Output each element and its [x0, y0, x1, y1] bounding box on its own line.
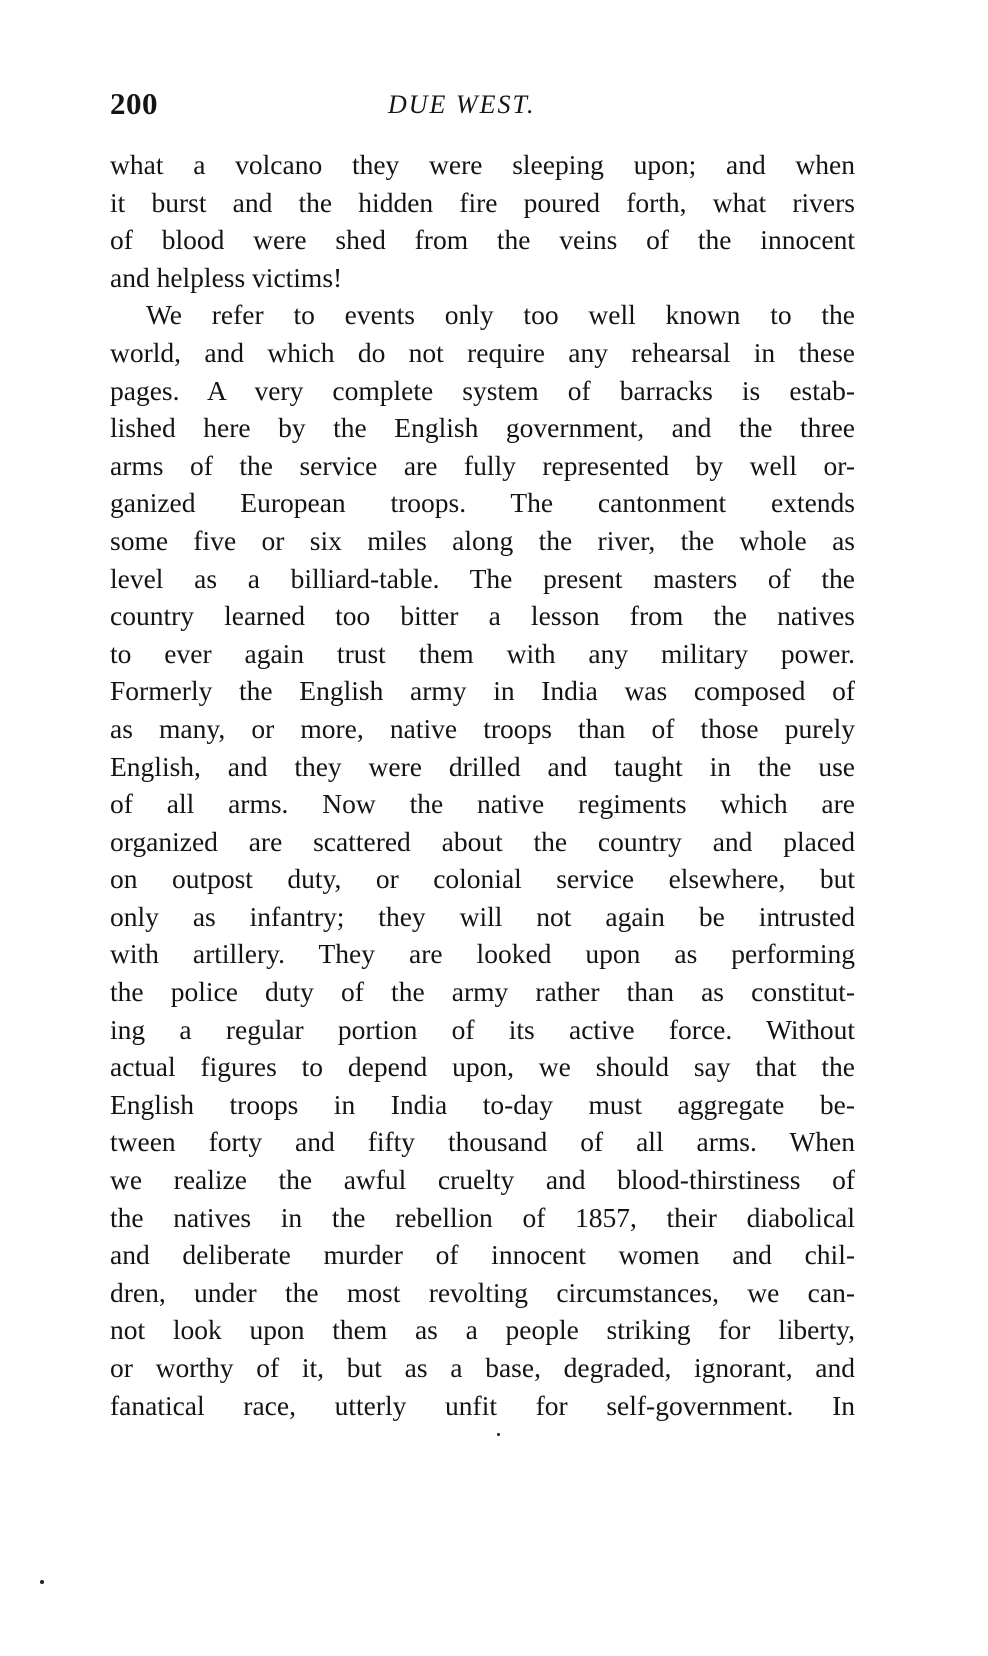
text-line: and deliberate murder of innocent women and chil- [110, 1239, 855, 1271]
text-line: not look upon them as a people striking for liberty, [110, 1314, 855, 1346]
text-line: some five or six miles along the river, the whole as [110, 524, 855, 556]
text-line: ganized European troops. The cantonment extends [110, 487, 855, 519]
text-line: fanatical race, utterly unfit for self-government. In [110, 1389, 855, 1421]
text-line: We refer to events only too well known to the [146, 299, 855, 331]
text-line: with artillery. They are looked upon as performing [110, 938, 855, 970]
text-line: the police duty of the army rather than as constitut- [110, 976, 855, 1008]
text-line: we realize the awful cruelty and blood-thirstiness of [110, 1164, 855, 1196]
text-line: or worthy of it, but as a base, degraded, ignorant, and [110, 1352, 855, 1383]
text-line: lished here by the English government, and the three [110, 412, 855, 444]
text-line: actual figures to depend upon, we should say that the [110, 1051, 855, 1083]
text-line: level as a billiard-table. The present masters of the [110, 562, 855, 594]
text-line: pages. A very complete system of barracks is estab- [110, 374, 855, 406]
text-line: English troops in India to-day must aggregate be- [110, 1088, 855, 1120]
text-line: of all arms. Now the native regiments which are [110, 788, 855, 820]
page-header [110, 86, 855, 130]
text-line: ing a regular portion of its active force. Without [110, 1013, 855, 1045]
text-line: arms of the service are fully represented by well or- [110, 449, 855, 481]
text-line: dren, under the most revolting circumstances, we can- [110, 1276, 855, 1308]
text-line: Formerly the English army in India was composed of [110, 675, 855, 707]
running-head: DUE WEST. [388, 90, 536, 119]
scan-speck [40, 1580, 44, 1584]
text-line: of blood were shed from the veins of the innocent [110, 224, 855, 256]
text-line: what a volcano they were sleeping upon; and when [110, 149, 855, 180]
text-line: English, and they were drilled and taught in the use [110, 750, 855, 782]
text-line: on outpost duty, or colonial service elsewhere, but [110, 863, 855, 895]
text-line: tween forty and fifty thousand of all arms. When [110, 1126, 855, 1158]
text-line: only as infantry; they will not again be intrusted [110, 900, 855, 932]
text-line: world, and which do not require any rehearsal in these [110, 336, 855, 368]
text-line: it burst and the hidden fire poured forth, what rivers [110, 186, 855, 218]
text-line: to ever again trust them with any military power. [110, 637, 855, 669]
text-line: and helpless victims! [110, 261, 343, 293]
body-text [110, 146, 855, 1424]
scan-speck [497, 1433, 500, 1436]
page-number: 200 [110, 86, 158, 121]
text-line: the natives in the rebellion of 1857, their diabolical [110, 1201, 855, 1233]
text-line: organized are scattered about the country and placed [110, 825, 855, 857]
text-line: as many, or more, native troops than of those purely [110, 712, 855, 744]
text-line: country learned too bitter a lesson from the natives [110, 600, 855, 632]
